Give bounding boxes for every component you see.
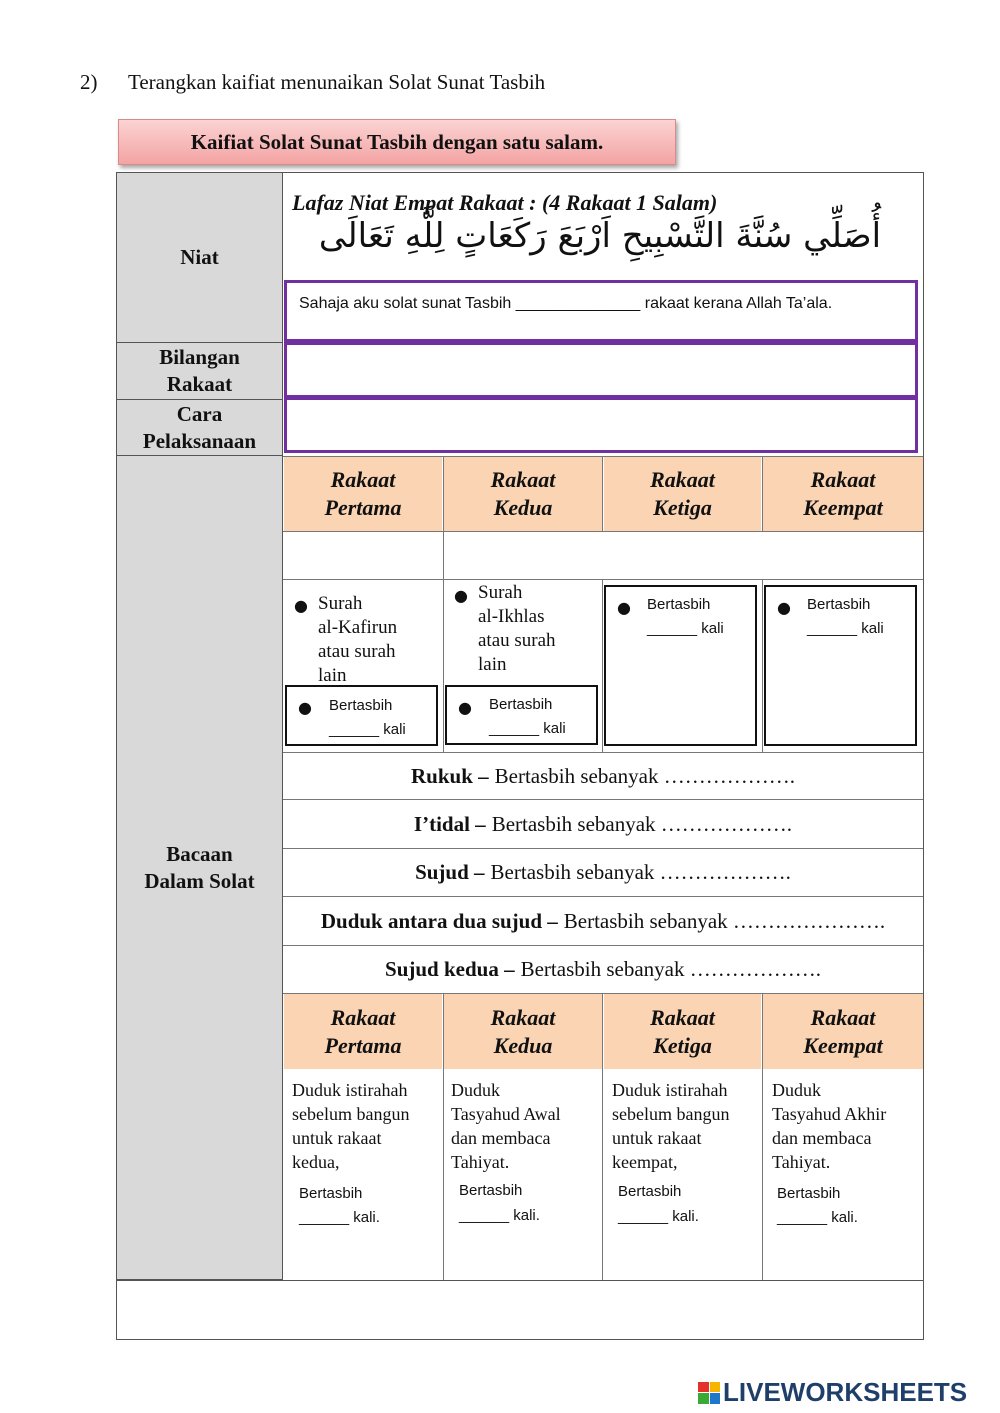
column-divider (443, 993, 444, 1280)
tasbih-blank[interactable]: ______ kali. (299, 1209, 380, 1226)
divider (117, 1280, 923, 1281)
row-label-bilangan-rakaat: Bilangan Rakaat (117, 343, 283, 400)
bullet: ● (294, 596, 308, 615)
question-number: 2) (80, 70, 98, 94)
bullet: ● (617, 598, 631, 617)
tasbih-blank[interactable]: ______ kali (489, 720, 566, 737)
column-divider (602, 579, 603, 752)
tasbih-label: Bertasbih (329, 697, 393, 714)
question-text: Terangkan kaifiat menunaikan Solat Sunat Tasbih (128, 70, 546, 94)
niat-sentence: Sahaja aku solat sunat Tasbih ______________ rakaat kerana Allah Ta’ala. (299, 295, 833, 312)
movement-text: Bertasbih sebanyak ………………. (494, 763, 795, 788)
niat-arabic-text: أُصَلِّي سُنَّةَ التَّسْبِيحِ اَرْبَعَ رَكَعَاتٍ لِلَّهِ تَعَالَى (318, 216, 882, 256)
column-divider (762, 456, 763, 531)
bullet: ● (458, 698, 472, 717)
movement-text: Bertasbih sebanyak ………………. (520, 957, 821, 981)
surah-al-kafirun-text: Surah al-Kafirun atau surah lain (318, 593, 398, 686)
movement-row-rukuk (283, 753, 923, 799)
cara-pelaksanaan-answer-box[interactable] (284, 397, 918, 453)
tasbih-blank[interactable]: ______ kali (647, 620, 724, 637)
bullet: ● (454, 586, 468, 605)
rakaat-header-kedua: Rakaat Kedua (444, 994, 602, 1069)
tasbih-blank[interactable]: ______ kali. (618, 1208, 699, 1225)
column-divider (443, 456, 444, 752)
question (80, 70, 545, 95)
movement-row-sujud (283, 849, 923, 896)
tasbih-label: Bertasbih (299, 1185, 363, 1202)
movement-text: Bertasbih sebanyak …………………. (563, 908, 886, 933)
duduk-text-rakaat-1: Duduk istirahah sebelum bangun untuk rakaat kedua, (292, 1080, 410, 1172)
tasbih-blank[interactable]: ______ kali (807, 620, 884, 637)
logo-square (698, 1393, 709, 1404)
tasbih-blank[interactable]: ______ kali. (459, 1207, 540, 1224)
logo-square (710, 1393, 721, 1404)
tasbih-blank[interactable]: ______ kali. (777, 1209, 858, 1226)
niat-title: Lafaz Niat Empat Rakaat : (4 Rakaat 1 Salam) (292, 190, 718, 215)
tasbih-label: Bertasbih (807, 596, 871, 613)
duduk-text-rakaat-2: Duduk Tasyahud Awal dan membaca Tahiyat. (451, 1080, 561, 1172)
rakaat-header-keempat: Rakaat Keempat (763, 994, 923, 1069)
table-title-banner: Kaifiat Solat Sunat Tasbih dengan satu salam. (118, 119, 676, 165)
rakaat-header-ketiga: Rakaat Ketiga (604, 457, 761, 531)
tasbih-label: Bertasbih (489, 696, 553, 713)
tasbih-blank[interactable]: ______ kali (329, 721, 406, 738)
bullet: ● (777, 598, 791, 617)
liveworksheets-logo (698, 1377, 967, 1408)
column-divider (602, 456, 603, 531)
movement-name: Sujud kedua – (385, 957, 515, 981)
duduk-text-rakaat-4: Duduk Tasyahud Akhir dan membaca Tahiyat. (772, 1080, 887, 1172)
column-divider (762, 993, 763, 1280)
movement-name: Duduk antara dua sujud – (320, 908, 558, 933)
rakaat-header-pertama: Rakaat Pertama (284, 457, 442, 531)
duduk-text-rakaat-3: Duduk istirahah sebelum bangun untuk rakaat keempat, (612, 1080, 730, 1172)
surah-al-ikhlas-text: Surah al-Ikhlas atau surah lain (478, 582, 556, 675)
logo-square (710, 1382, 721, 1393)
tasbih-label: Bertasbih (647, 596, 711, 613)
divider (283, 531, 923, 532)
movement-text: Bertasbih sebanyak ………………. (491, 811, 793, 836)
movement-row-itidal (283, 800, 923, 848)
rakaat-header-keempat: Rakaat Keempat (763, 457, 923, 531)
rakaat-header-pertama: Rakaat Pertama (284, 994, 442, 1069)
column-divider (762, 579, 763, 752)
movement-row-sujud-kedua (283, 946, 923, 993)
movement-name: Rukuk – (410, 763, 489, 788)
rakaat-header-kedua: Rakaat Kedua (444, 457, 602, 531)
column-divider (602, 993, 603, 1280)
logo-square (698, 1382, 709, 1393)
rakaat-header-ketiga: Rakaat Ketiga (604, 994, 761, 1069)
movement-name: I’tidal – (413, 811, 486, 836)
row-label-cara-pelaksanaan: Cara Pelaksanaan (117, 400, 283, 456)
movement-name: Sujud – (415, 860, 485, 884)
bilangan-rakaat-answer-box[interactable] (284, 342, 918, 398)
bullet: ● (298, 698, 312, 717)
tasbih-label: Bertasbih (618, 1183, 682, 1200)
divider (283, 579, 923, 580)
tasbih-label: Bertasbih (777, 1185, 841, 1202)
row-label-bacaan-dalam-solat: Bacaan Dalam Solat (117, 456, 283, 1280)
liveworksheets-logo-text: LIVEWORKSHEETS (723, 1377, 968, 1407)
movement-row-duduk-antara-dua-sujud (283, 897, 923, 945)
liveworksheets-logo-icon (698, 1382, 720, 1404)
movement-text: Bertasbih sebanyak ………………. (490, 860, 791, 884)
tasbih-label: Bertasbih (459, 1182, 523, 1199)
row-label-niat: Niat (117, 173, 283, 343)
